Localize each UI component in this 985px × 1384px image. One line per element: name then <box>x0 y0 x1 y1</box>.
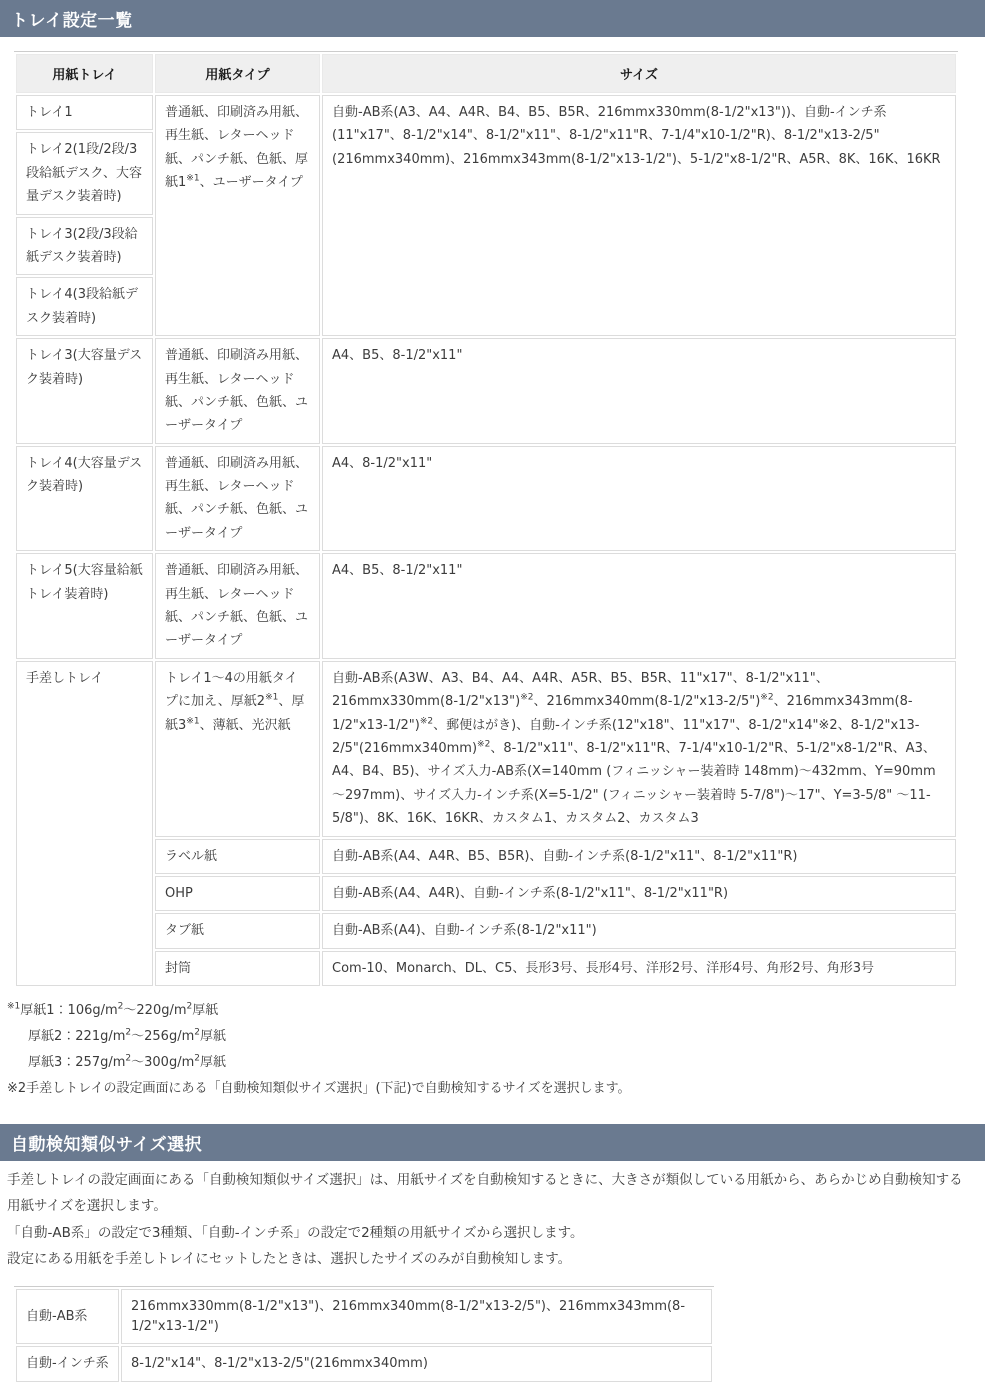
footnote-line: $^{※1}$厚紙1：$106g/m^2\sim 220g/m^2$厚紙 <box>7 1001 219 1019</box>
size-list-cell: 8-1/2"x14"、8-1/2"x13-2/5"(216mmx340mm) <box>121 1346 712 1382</box>
section-header-tray-settings <box>0 0 985 37</box>
column-header-paper-tray: 用紙トレイ <box>16 54 153 93</box>
tray-settings-table <box>14 51 958 988</box>
footnote-line: 厚紙3：$257g/m^2\sim 300g/m^2$厚紙 <box>28 1053 226 1071</box>
paper-type-cell: 普通紙、印刷済み用紙、再生紙、レターヘッド紙、パンチ紙、色紙、厚紙1$^{※1}$、ユーザータイプ <box>155 95 320 336</box>
table-row <box>16 913 956 948</box>
table-row <box>16 338 956 444</box>
table-row <box>16 876 956 911</box>
tray-cell: トレイ4(大容量デスク装着時) <box>16 446 153 552</box>
table-row <box>16 661 956 837</box>
footnote-line: ※2手差しトレイの設定画面にある「自動検知類似サイズ選択」(下記)で自動検知するサイズを選択します。 <box>7 1081 631 1097</box>
paper-type-cell: タブ紙 <box>155 913 320 948</box>
size-cell: 自動-AB系(A4)、自動-インチ系(8-1/2"x11") <box>322 913 956 948</box>
tray-cell: トレイ1 <box>16 95 153 130</box>
paper-type-cell: 普通紙、印刷済み用紙、再生紙、レターヘッド紙、パンチ紙、色紙、ユーザータイプ <box>155 446 320 552</box>
section-title: 自動検知類似サイズ選択 <box>11 1135 203 1156</box>
tray-cell: トレイ5(大容量給紙トレイ装着時) <box>16 553 153 659</box>
table-row <box>16 95 956 130</box>
column-header-paper-type: 用紙タイプ <box>155 54 320 93</box>
section-header-auto-detect-size <box>0 1124 985 1161</box>
tray-cell-bypass: 手差しトレイ <box>16 661 153 986</box>
paper-type-cell: 封筒 <box>155 951 320 986</box>
body-paragraph: 設定にある用紙を手差しトレイにセットしたときは、選択したサイズのみが自動検知します。 <box>7 1251 572 1268</box>
size-family-cell: 自動-AB系 <box>16 1289 119 1344</box>
paper-type-cell: OHP <box>155 876 320 911</box>
footnote-line: 厚紙2：$221g/m^2\sim 256g/m^2$厚紙 <box>28 1027 226 1045</box>
size-cell: 自動-AB系(A3、A4、A4R、B4、B5、B5R、216mmx330mm(8-1/2"x13"))、自動-インチ系(11"x17"、8-1/2"x14"、8-1/2"x11"、8-1/2"x11"R、7-1/4"x10-1/2"R)、8-1/2"x13-2/5"(216mmx340mm)、216mmx343mm(8-1/2"x13-1/2")、5-1/2"x8-1/2"R、A5R、8K、16K、16KR <box>322 95 956 336</box>
table-row <box>16 446 956 552</box>
auto-detect-size-table <box>14 1286 714 1384</box>
body-text <box>0 1161 985 1272</box>
size-cell: A4、8-1/2"x11" <box>322 446 956 552</box>
body-paragraph: 手差しトレイの設定画面にある「自動検知類似サイズ選択」は、用紙サイズを自動検知するときに、大きさが類似している用紙から、あらかじめ自動検知する用紙サイズを選択します。 <box>7 1172 963 1215</box>
size-cell: 自動-AB系(A4、A4R、B5、B5R)、自動-インチ系(8-1/2"x11"、8-1/2"x11"R) <box>322 839 956 874</box>
size-cell: Com-10、Monarch、DL、C5、長形3号、長形4号、洋形2号、洋形4号、角形2号、角形3号 <box>322 951 956 986</box>
size-list-cell: 216mmx330mm(8-1/2"x13")、216mmx340mm(8-1/2"x13-2/5")、216mmx343mm(8-1/2"x13-1/2") <box>121 1289 712 1344</box>
tray-cell: トレイ3(大容量デスク装着時) <box>16 338 153 444</box>
size-cell: 自動-AB系(A4、A4R)、自動-インチ系(8-1/2"x11"、8-1/2"x11"R) <box>322 876 956 911</box>
paper-type-cell: 普通紙、印刷済み用紙、再生紙、レターヘッド紙、パンチ紙、色紙、ユーザータイプ <box>155 553 320 659</box>
table-header-row <box>16 54 956 93</box>
size-cell: A4、B5、8-1/2"x11" <box>322 553 956 659</box>
size-cell: 自動-AB系(A3W、A3、B4、A4、A4R、A5R、B5、B5R、11"x17"、8-1/2"x11"、216mmx330mm(8-1/2"x13")$^{※2}$、216mmx340mm(8-1/2"x13-2/5")$^{※2}$、216mmx343mm(8-1/2"x13-1/2")$^{※2}$、郵便はがき)、自動-インチ系(12"x18"、11"x17"、8-1/2"x14"※2、$8-1/2"x13-2/5"(216mmx340mm)^{※2}$、8-1/2"x11"、8-1/2"x11"R、7-1/4"x10-1/2"R、5-1/2"x8-1/2"R、A3、A4、B4、B5)、サイズ入力-AB系(X=140mm (フィニッシャー装着時 148mm)～432mm、Y=90mm ～297mm)、サイズ入力-インチ系(X=5-1/2" (フィニッシャー装着時 5-7/8")～17"、Y=3-5/8" ～11-5/8")、8K、16K、16KR、カスタム1、カスタム2、カスタム3 <box>322 661 956 837</box>
column-header-size: サイズ <box>322 54 956 93</box>
footnotes <box>0 988 985 1102</box>
tray-cell: トレイ2(1段/2段/3段給紙デスク、大容量デスク装着時) <box>16 132 153 214</box>
paper-type-cell: ラベル紙 <box>155 839 320 874</box>
table-row <box>16 951 956 986</box>
paper-type-cell: 普通紙、印刷済み用紙、再生紙、レターヘッド紙、パンチ紙、色紙、ユーザータイプ <box>155 338 320 444</box>
table-row <box>16 1346 712 1382</box>
tray-cell: トレイ4(3段給紙デスク装着時) <box>16 277 153 336</box>
size-family-cell: 自動-インチ系 <box>16 1346 119 1382</box>
paper-type-cell: トレイ1～4の用紙タイプに加え、厚紙2$^{※1}$、厚紙3$^{※1}$、薄紙、光沢紙 <box>155 661 320 837</box>
size-cell: A4、B5、8-1/2"x11" <box>322 338 956 444</box>
table-row <box>16 1289 712 1344</box>
tray-cell: トレイ3(2段/3段給紙デスク装着時) <box>16 217 153 276</box>
tray-settings-table-wrapper <box>0 37 985 988</box>
table-row <box>16 553 956 659</box>
section-title: トレイ設定一覧 <box>11 11 133 31</box>
body-paragraph: 「自動-AB系」の設定で3種類、「自動-インチ系」の設定で2種類の用紙サイズから選択します。 <box>7 1224 584 1241</box>
table-row <box>16 839 956 874</box>
